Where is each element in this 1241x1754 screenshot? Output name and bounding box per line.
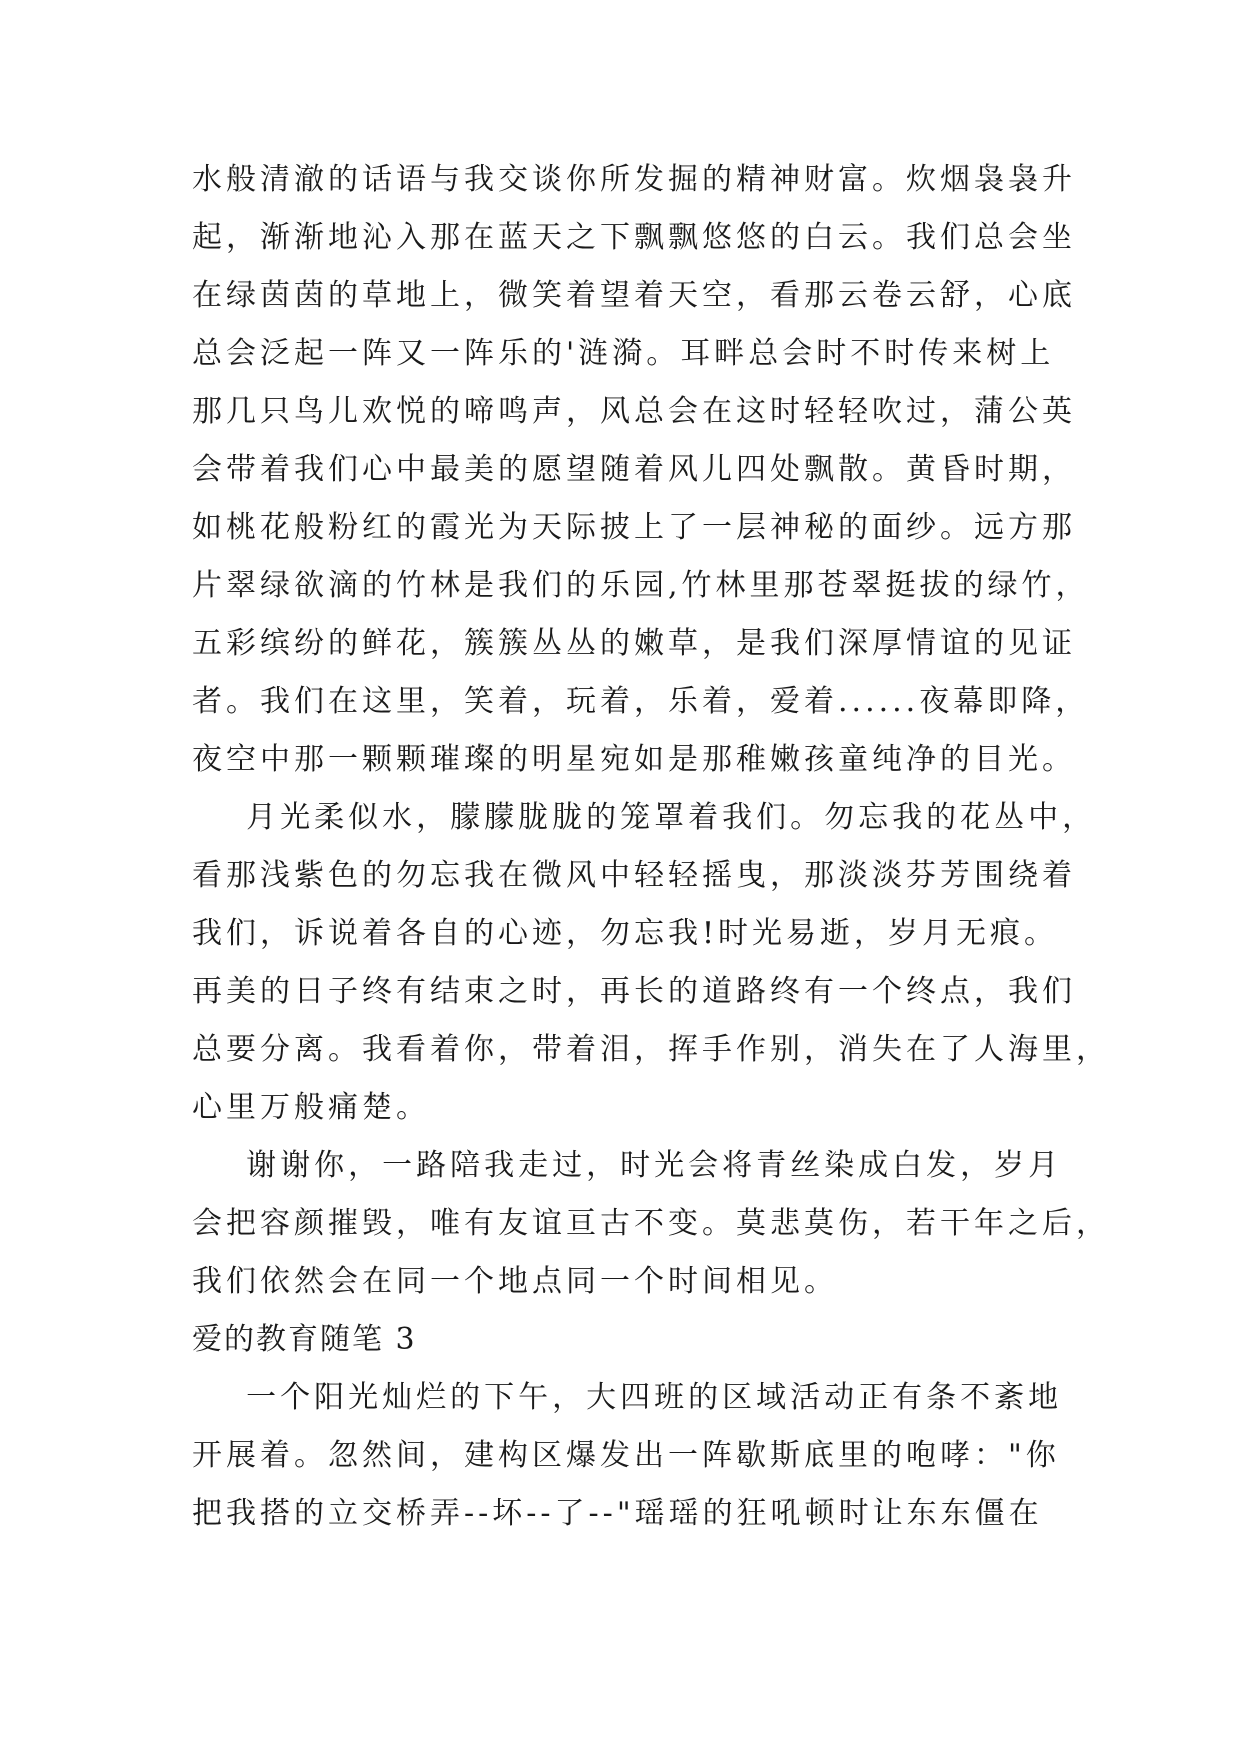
text-line: 总会泛起一阵又一阵乐的'涟漪。耳畔总会时不时传来树上 <box>192 336 1055 371</box>
text-line: 我们依然会在同一个地点同一个时间相见。 <box>192 1264 838 1299</box>
text-line: 把我搭的立交桥弄--坏--了--"瑶瑶的狂吼顿时让东东僵在 <box>192 1496 1043 1531</box>
text-line: 者。我们在这里，笑着，玩着，乐着，爱着......夜幕即降， <box>192 684 1090 719</box>
text-line: 片翠绿欲滴的竹林是我们的乐园,竹林里那苍翠挺拔的绿竹， <box>192 568 1090 603</box>
text-line: 会把容颜摧毁，唯有友谊亘古不变。莫悲莫伤，若干年之后， <box>192 1206 1110 1241</box>
text-line: 如桃花般粉红的霞光为天际披上了一层神秘的面纱。远方那 <box>192 510 1076 545</box>
text-line: 开展着。忽然间，建构区爆发出一阵歇斯底里的咆哮："你 <box>192 1438 1060 1473</box>
text-line: 一个阳光灿烂的下午，大四班的区域活动正有条不紊地 <box>192 1380 1063 1415</box>
text-line: 再美的日子终有结束之时，再长的道路终有一个终点，我们 <box>192 974 1076 1009</box>
text-line: 看那浅紫色的勿忘我在微风中轻轻摇曳，那淡淡芬芳围绕着 <box>192 858 1076 893</box>
section-heading: 爱的教育随笔 3 <box>192 1322 417 1357</box>
text-line: 谢谢你，一路陪我走过，时光会将青丝染成白发，岁月 <box>192 1148 1063 1183</box>
text-line: 我们，诉说着各自的心迹，勿忘我!时光易逝，岁月无痕。 <box>192 916 1059 951</box>
text-line: 水般清澈的话语与我交谈你所发掘的精神财富。炊烟袅袅升 <box>192 162 1076 197</box>
text-line: 夜空中那一颗颗璀璨的明星宛如是那稚嫩孩童纯净的目光。 <box>192 742 1076 777</box>
text-line: 那几只鸟儿欢悦的啼鸣声，风总会在这时轻轻吹过，蒲公英 <box>192 394 1076 429</box>
text-line: 总要分离。我看着你，带着泪，挥手作别，消失在了人海里， <box>192 1032 1110 1067</box>
text-line: 在绿茵茵的草地上，微笑着望着天空，看那云卷云舒，心底 <box>192 278 1076 313</box>
text-line: 五彩缤纷的鲜花，簇簇丛丛的嫩草，是我们深厚情谊的见证 <box>192 626 1076 661</box>
text-line: 月光柔似水，朦朦胧胧的笼罩着我们。勿忘我的花丛中， <box>192 800 1097 835</box>
text-line: 会带着我们心中最美的愿望随着风儿四处飘散。黄昏时期， <box>192 452 1076 487</box>
text-line: 心里万般痛楚。 <box>192 1090 430 1125</box>
text-line: 起，渐渐地沁入那在蓝天之下飘飘悠悠的白云。我们总会坐 <box>192 220 1076 255</box>
